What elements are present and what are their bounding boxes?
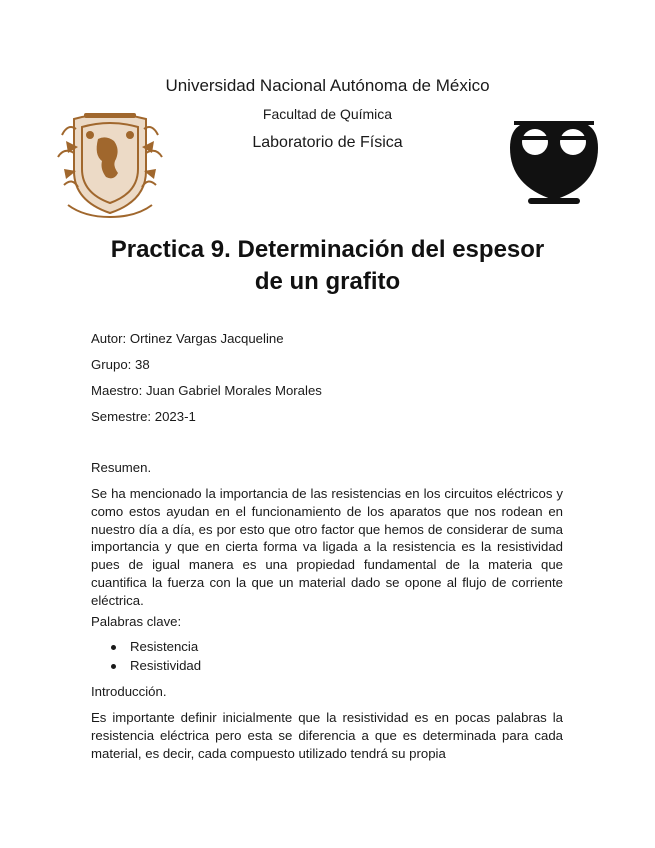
faculty-name: Facultad de Química — [262, 106, 393, 122]
fq-owl-logo — [500, 108, 608, 208]
introduction-heading: Introducción. — [91, 684, 167, 699]
teacher-line: Maestro: Juan Gabriel Morales Morales — [91, 383, 322, 398]
author-line: Autor: Ortinez Vargas Jacqueline — [91, 331, 284, 346]
bullet-icon — [111, 664, 116, 669]
semester-line: Semestre: 2023-1 — [91, 409, 196, 424]
abstract-heading: Resumen. — [91, 460, 152, 475]
university-name: Universidad Nacional Autónoma de México — [165, 76, 490, 95]
abstract-body: Se ha mencionado la importancia de las resistencias en los circuitos eléctricos y como estos ayudan en el funcionamiento de los aparatos que nos rodean en nuestro día a día, es por esto que otro factor que hemos de considerar de suma importancia y que en cierta forma va ligada a la resistencia es la resistividad pues de igual manera es una propiedad fundamental de la materia que cuantifica la fuerza con la que un material dado se opone al flujo de corriente eléctrica. — [91, 486, 563, 608]
list-item — [108, 657, 201, 676]
document-title — [60, 234, 595, 298]
bullet-icon — [111, 645, 116, 650]
group-line: Grupo: 38 — [91, 357, 150, 372]
keywords-heading: Palabras clave: — [91, 614, 182, 629]
keyword-label: Resistencia — [130, 639, 199, 654]
keywords-list — [108, 638, 201, 675]
laboratory-name: Laboratorio de Física — [252, 134, 403, 151]
title-line-2: de un grafito — [254, 268, 401, 295]
introduction-body: Es importante definir inicialmente que la resistividad es en pocas palabras la resistencia eléctrica pero esta se diferencia a que es determinada para cada material, es decir, cada compuesto utilizado tendrá su propia — [91, 710, 563, 761]
keyword-label: Resistividad — [130, 657, 202, 673]
list-item — [108, 638, 201, 657]
title-line-1: Practica 9. Determinación del espesor — [110, 236, 545, 263]
unam-shield-logo — [54, 105, 166, 220]
